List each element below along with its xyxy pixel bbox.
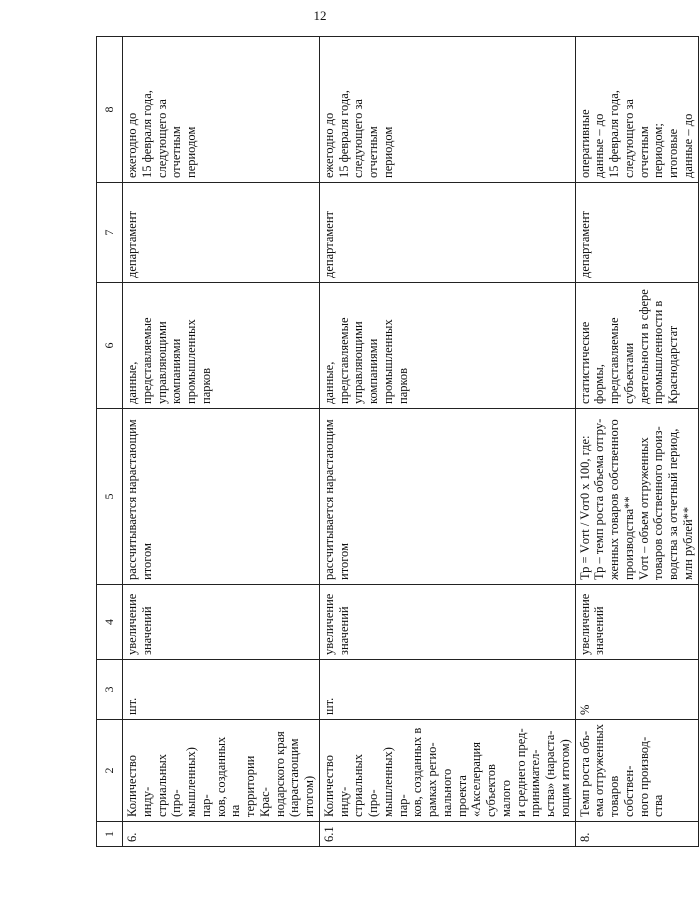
source-cell: данные, представляемые управляющими компаниями промышленных парков [123, 283, 320, 409]
unit-cell: шт. [123, 660, 320, 720]
row-number-cell: 6.1 [319, 822, 575, 847]
column-header: 2 [97, 720, 123, 822]
table-header-row [97, 37, 123, 847]
responsible-cell: департамент [319, 183, 575, 283]
formula-cell: рассчитывается нарастающим итогом [123, 409, 320, 585]
row-number-cell: 8. [575, 822, 698, 847]
deadline-cell: ежегодно до 15 февраля года, следующего за отчетным периодом [123, 37, 320, 183]
column-header: 3 [97, 660, 123, 720]
indicator-name-cell: Количество инду- стриальных (про- мышленных) пар- ков, созданных в рамках регио- нального проекта «Акселерация субъектов малого и среднего пред- принимател- ьства» (нараста- ющим итогом) [319, 720, 575, 822]
responsible-cell: департамент [123, 183, 320, 283]
trend-cell: увеличение значений [319, 585, 575, 660]
trend-cell: увеличение значений [123, 585, 320, 660]
deadline-cell: оперативные данные – до 15 февраля года, следующего за отчетным периодом; итоговые данные – до [575, 37, 698, 183]
trend-cell: увеличение значений [575, 585, 698, 660]
unit-cell: % [575, 660, 698, 720]
column-header: 1 [97, 822, 123, 847]
indicator-name-cell: Темп роста объ- ема отгруженных товаров собствен- ного производ- ства [575, 720, 698, 822]
indicator-table [96, 36, 699, 847]
unit-cell: шт. [319, 660, 575, 720]
deadline-cell: ежегодно до 15 февраля года, следующего за отчетным периодом [319, 37, 575, 183]
column-header: 6 [97, 283, 123, 409]
source-cell: статистические формы, представляемые субъектами деятельности в сфере промышленности в Краснодарстат [575, 283, 698, 409]
page-number: 12 [313, 8, 327, 23]
table-row [123, 37, 320, 847]
rotated-table-container [96, 37, 695, 847]
source-cell: данные, представляемые управляющими компаниями промышленных парков [319, 283, 575, 409]
table-row [319, 37, 575, 847]
indicator-name-cell: Количество инду- стриальных (про- мышленных) пар- ков, созданных на территории Крас- нодарского края (нарастающим итогом) [123, 720, 320, 822]
column-header: 8 [97, 37, 123, 183]
column-header: 4 [97, 585, 123, 660]
formula-cell: Тр = Vотt / Vот0 х 100, где: Тр – темп роста объема отгру- женных товаров собственного производства** Vотt – объем отгруженных товаров собственного произ- водства за отчетный период, млн рублей** [575, 409, 698, 585]
column-header: 7 [97, 183, 123, 283]
column-header: 5 [97, 409, 123, 585]
responsible-cell: департамент [575, 183, 698, 283]
table-row [575, 37, 698, 847]
formula-cell: рассчитывается нарастающим итогом [319, 409, 575, 585]
row-number-cell: 6. [123, 822, 320, 847]
